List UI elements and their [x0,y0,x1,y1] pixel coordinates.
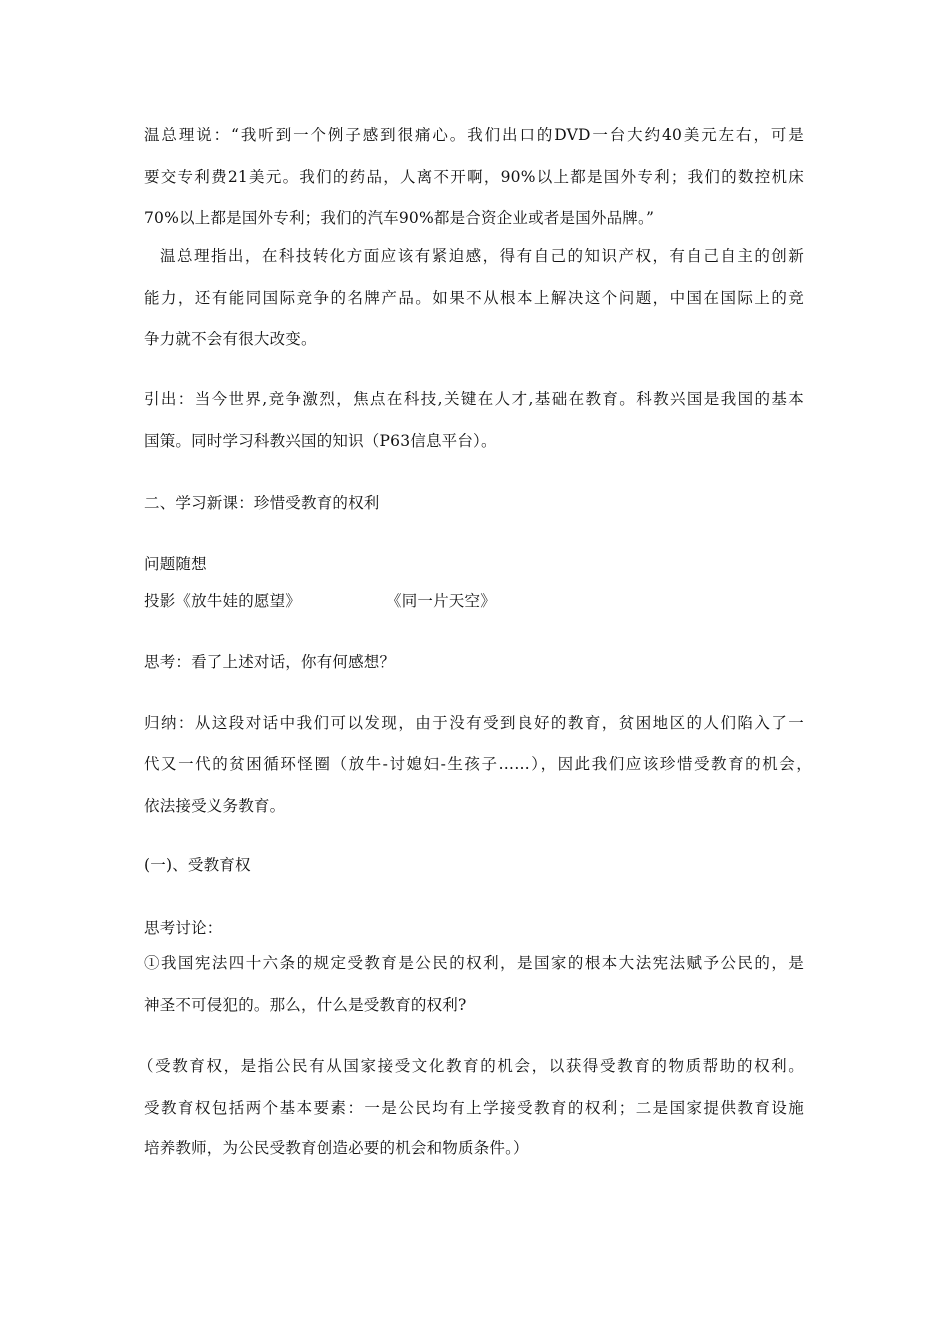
paragraph3-line-2: 国策。同时学习科教兴国的知识（P63信息平台）。 [144,432,497,450]
discussion-heading: 思考讨论： [144,919,223,937]
section-heading: 二、学习新课：珍惜受教育的权利 [144,494,380,512]
paragraph2-line-3: 争力就不会有很大改变。 [144,330,317,348]
discussion-item-line-2: 神圣不可侵犯的。那么，什么是受教育的权利? [144,996,467,1014]
paragraph1-line-1: 温总理说：“我听到一个例子感到很痛心。我们出口的DVD一台大约40美元左右，可是 [144,126,804,144]
subsection-heading: (一)、受教育权 [144,856,251,874]
paragraph1-line-3: 70%以上都是国外专利；我们的汽车90%都是合资企业或者是国外品牌。” [144,209,655,227]
answer-line-2: 受教育权包括两个基本要素：一是公民均有上学接受教育的权利；二是国家提供教育设施 [144,1099,804,1117]
summary-line-1: 归纳：从这段对话中我们可以发现，由于没有受到良好的教育，贫困地区的人们陷入了一 [144,714,804,732]
answer-line-3: 培养教师，为公民受教育创造必要的机会和物质条件。） [144,1139,529,1157]
summary-line-2: 代又一代的贫困循环怪圈（放牛-讨媳妇-生孩子……），因此我们应该珍惜受教育的机会， [144,755,812,773]
question-heading: 问题随想 [144,555,207,573]
paragraph1-line-2: 要交专利费21美元。我们的药品，人离不开啊，90%以上都是国外专利；我们的数控机床 [144,168,804,186]
answer-line-1: （受教育权，是指公民有从国家接受文化教育的机会，以获得受教育的物质帮助的权利。 [138,1057,804,1075]
think-question: 思考：看了上述对话，你有何感想？ [144,653,396,671]
paragraph2-line-1: 温总理指出，在科技转化方面应该有紧迫感，得有自己的知识产权，有自己自主的创新 [160,247,804,265]
paragraph2-line-2: 能力，还有能同国际竞争的名牌产品。如果不从根本上解决这个问题，中国在国际上的竞 [144,289,804,307]
projection-right: 《同一片天空》 [386,592,496,610]
summary-line-3: 依法接受义务教育。 [144,797,286,815]
discussion-item-line-1: ①我国宪法四十六条的规定受教育是公民的权利，是国家的根本大法宪法赋予公民的，是 [144,954,804,972]
projection-left: 投影《放牛娃的愿望》 [144,592,302,610]
paragraph3-line-1: 引出：当今世界,竞争激烈，焦点在科技,关键在人才,基础在教育。科教兴国是我国的基本 [144,390,804,408]
